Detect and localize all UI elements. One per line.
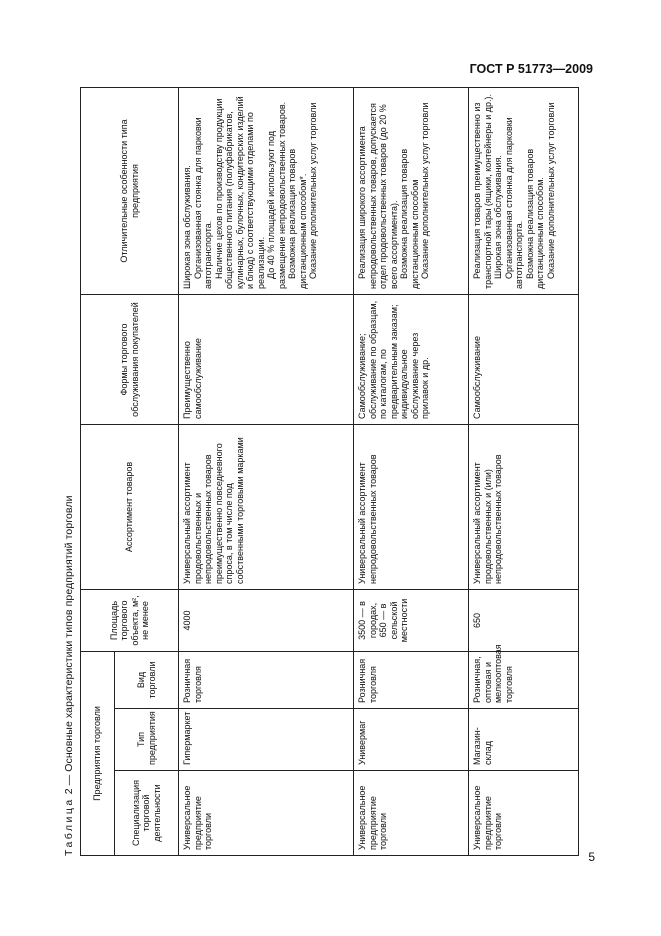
table-row (354, 87, 469, 855)
cell-trade-kind: Розничная торговля (354, 651, 469, 708)
cell-type: Магазин-склад (469, 709, 579, 771)
table-row (469, 87, 579, 855)
table-caption (58, 495, 80, 856)
cell-assortment: Универсальный ассортимент непродовольственных товаров (354, 424, 469, 589)
table-caption-text: 2 — Основные характеристики типов предприятий торговли (63, 495, 75, 795)
cell-service: Преимущественно самообслуживание (179, 294, 354, 424)
document-code: ГОСТ Р 51773—2009 (469, 62, 593, 76)
cell-type: Универмаг (354, 709, 469, 771)
column-header-features: Отличительные особенности типа предприятия (81, 87, 179, 294)
cell-assortment: Универсальный ассортимент продовольственных и (или) непродовольственных товаров (469, 424, 579, 589)
cell-trade-kind: Розничная, оптовая и мелкооптовая торговля (469, 651, 579, 708)
feature-line: Наличие цехов по производству продукции общественного питания (полуфабрикатов, кулинарных, булочных, кондитерских изделий и блюд) с соответствующими отделами по реализации. (213, 96, 266, 289)
column-header-specialization: Специализация торговой деятельности (115, 771, 179, 856)
cell-area: 650 (469, 589, 579, 651)
table-caption-label: Таблица (63, 797, 75, 856)
table-row (179, 87, 354, 855)
cell-features (179, 87, 354, 294)
feature-line: Организованная стоянка для парковки автотранспорта. (192, 117, 213, 289)
column-header-area: Площадь торгового объекта, м², не менее (81, 589, 179, 651)
column-header-service: Формы торгового обслуживания покупателей (81, 294, 179, 424)
cell-assortment: Универсальный ассортимент продовольственных и непродовольственных товаров преимущественно повседневного спроса, в том числе под собственными торговыми марками (179, 424, 354, 589)
cell-service: Самообслуживание (469, 294, 579, 424)
rotated-table-block (58, 88, 580, 856)
column-header-trade-kind: Вид торговли (115, 651, 179, 708)
characteristics-table (80, 87, 579, 856)
feature-line: Реализация широкого ассортимента непродовольственных товаров, допускается отдел продовольственных товаров (до 20 % всего ассортимента). (357, 103, 399, 289)
cell-trade-kind: Розничная торговля (179, 651, 354, 708)
feature-line: Организованная стоянка для парковки автотранспорта. (503, 117, 524, 289)
cell-area: 4000 (179, 589, 354, 651)
feature-line: Широкая зона обслуживания. (182, 165, 192, 289)
group-header-enterprises: Предприятия торговли (81, 651, 115, 855)
feature-line: До 40 % площадей используют под размещение непродовольственных товаров. (266, 101, 287, 289)
feature-line: Оказание дополнительных услуг торговли (420, 102, 430, 279)
feature-line: Возможна реализация товаров дистанционным способом (399, 148, 420, 289)
page-number: 5 (588, 850, 595, 864)
cell-area: 3500 — в городах, 650 — в сельской местности (354, 589, 469, 651)
feature-line: Оказание дополнительных услуг торговли (308, 102, 318, 279)
cell-type: Гипермаркет (179, 709, 354, 771)
cell-features (354, 87, 469, 294)
cell-features (469, 87, 579, 294)
feature-line: Возможна реализация товаров дистанционным способом. (524, 148, 545, 289)
feature-line: Реализация товаров преимущественно из транспортной тары (ящики, контейнеры и др.). (472, 93, 493, 289)
cell-specialization: Универсальное предприятие торговли (469, 771, 579, 856)
cell-service: Самообслуживание; обслуживание по образцам, по каталогам, по предварительным заказам; индивидуальное обслуживание через прилавок и др. (354, 294, 469, 424)
column-header-type: Тип предприятия (115, 709, 179, 771)
feature-line: Оказание дополнительных услуг торговли (545, 102, 556, 279)
cell-specialization: Универсальное предприятие торговли (179, 771, 354, 856)
column-header-assortment: Ассортимент товаров (81, 424, 179, 589)
feature-line: Широкая зона обслуживания. (493, 155, 503, 279)
cell-specialization: Универсальное предприятие торговли (354, 771, 469, 856)
feature-line: Возможна реализация товаров дистанционным способом*. (287, 148, 308, 289)
